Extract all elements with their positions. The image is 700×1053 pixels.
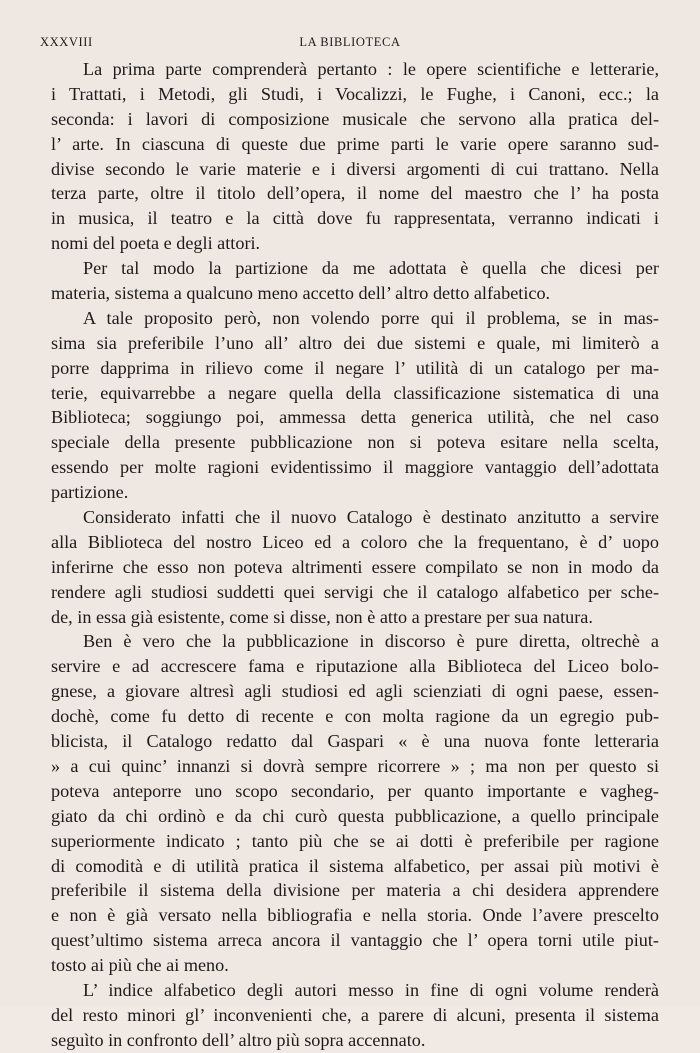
text-line: Considerato infatti che il nuovo Catalogo è destinato anzitutto a servire bbox=[83, 507, 659, 528]
paragraph bbox=[51, 978, 659, 1053]
paragraph bbox=[51, 256, 659, 306]
paragraph bbox=[51, 505, 659, 629]
running-title: LA BIBLIOTECA bbox=[299, 35, 401, 49]
text-line: i Trattati, i Metodi, gli Studi, i Vocalizzi, le Fughe, i Canoni, ecc.; la bbox=[51, 83, 659, 104]
page-number: XXXVIII bbox=[40, 35, 93, 49]
text-line: di comodità e di utilità pratica il sistema alfabetico, per assai più motivi è bbox=[51, 855, 659, 876]
text-line: essendo per molte ragioni evidentissimo il maggiore vantaggio dell’adottata bbox=[51, 457, 659, 478]
text-line: partizione. bbox=[51, 482, 129, 503]
page-header bbox=[40, 35, 660, 53]
text-line: terza parte, oltre il titolo dell’opera, il nome del maestro che l’ ha posta bbox=[51, 183, 659, 204]
text-line: materia, sistema a qualcuno meno accetto dell’ altro detto alfabetico. bbox=[51, 283, 551, 304]
text-line: A tale proposito però, non volendo porre qui il problema, se in mas- bbox=[83, 307, 659, 328]
text-line: seconda: i lavori di composizione musicale che servono alla pratica del- bbox=[51, 108, 659, 129]
text-line: giato da chi ordinò e da chi curò questa pubblicazione, a quello principale bbox=[51, 805, 659, 826]
text-line: quest’ultimo sistema arreca ancora il vantaggio che l’ opera torni utile piut- bbox=[51, 930, 659, 951]
text-line: La prima parte comprenderà pertanto : le opere scientifiche e letterarie, bbox=[83, 59, 659, 79]
text-line: in musica, il teatro e la città dove fu rappresentata, verranno indicati i bbox=[51, 208, 659, 229]
text-line: porre dapprima in rilievo come il negare l’ utilità di un catalogo per ma- bbox=[51, 357, 659, 378]
text-line: » a cui quinc’ innanzi si dovrà sempre ricorrere » ; ma non per questo si bbox=[51, 755, 659, 776]
text-line: l’ arte. In ciascuna di queste due prime parti le varie opere saranno sud- bbox=[51, 133, 659, 154]
text-line: Biblioteca; soggiungo poi, ammessa detta generica utilità, che nel caso bbox=[51, 407, 659, 428]
text-line: tosto ai più che ai meno. bbox=[51, 955, 229, 976]
text-line: divise secondo le varie materie e i diversi argomenti di cui trattano. Nella bbox=[51, 158, 659, 179]
text-line: rendere agli studiosi suddetti quei servigi che il catalogo alfabetico per sche- bbox=[51, 581, 659, 602]
text-line: servire e ad accrescere fama e riputazione alla Biblioteca del Liceo bolo- bbox=[51, 656, 659, 677]
paragraph bbox=[51, 306, 659, 505]
text-line: de, in essa già esistente, come si disse, non è atto a prestare per sua natura. bbox=[51, 606, 593, 627]
text-line: del resto minori gl’ inconvenienti che, a parere di alcuni, presenta il sistema bbox=[51, 1004, 659, 1025]
body-text bbox=[51, 57, 659, 1053]
text-line: e non è già versato nella bibliografia e nella storia. Onde l’avere prescelto bbox=[51, 905, 659, 926]
text-line: nomi del poeta e degli attori. bbox=[51, 233, 261, 254]
paragraph bbox=[51, 57, 659, 256]
text-line: sima sia preferibile l’uno all’ altro dei due sistemi e quale, mi limiterò a bbox=[51, 332, 659, 353]
text-line: speciale della presente pubblicazione non si poteva esitare nella scelta, bbox=[51, 432, 659, 453]
text-line: gnese, a giovare altresì agli studiosi ed agli scienziati di ogni paese, essen- bbox=[51, 681, 659, 702]
text-line: inferirne che esso non poteva altrimenti essere compilato se non in modo da bbox=[51, 556, 659, 577]
text-line: terie, equivarrebbe a negare quella della classificazione sistematica di una bbox=[51, 382, 659, 403]
paragraph bbox=[51, 629, 659, 977]
text-line: dochè, come fu detto di recente e con molta ragione da un egregio pub- bbox=[51, 706, 659, 727]
text-line: Ben è vero che la pubblicazione in discorso è pure diretta, oltrechè a bbox=[83, 631, 659, 652]
text-line: alla Biblioteca del nostro Liceo ed a coloro che la frequentano, è d’ uopo bbox=[51, 531, 659, 552]
text-line: L’ indice alfabetico degli autori messo in fine di ogni volume renderà bbox=[83, 979, 659, 1000]
text-line: superiormente indicato ; tanto più che se ai dotti è preferibile per ragione bbox=[51, 830, 659, 851]
text-line: poteva anteporre uno scopo secondario, per quanto importante e vagheg- bbox=[51, 780, 659, 801]
text-line: blicista, il Catalogo redatto dal Gaspari « è una nuova fonte letteraria bbox=[51, 731, 659, 752]
text-line: preferibile il sistema della divisione per materia a chi desidera apprendere bbox=[51, 880, 659, 901]
text-line: Per tal modo la partizione da me adottata è quella che dicesi per bbox=[83, 258, 659, 279]
text-line: seguìto in confronto dell’ altro più sopra accennato. bbox=[51, 1029, 426, 1050]
